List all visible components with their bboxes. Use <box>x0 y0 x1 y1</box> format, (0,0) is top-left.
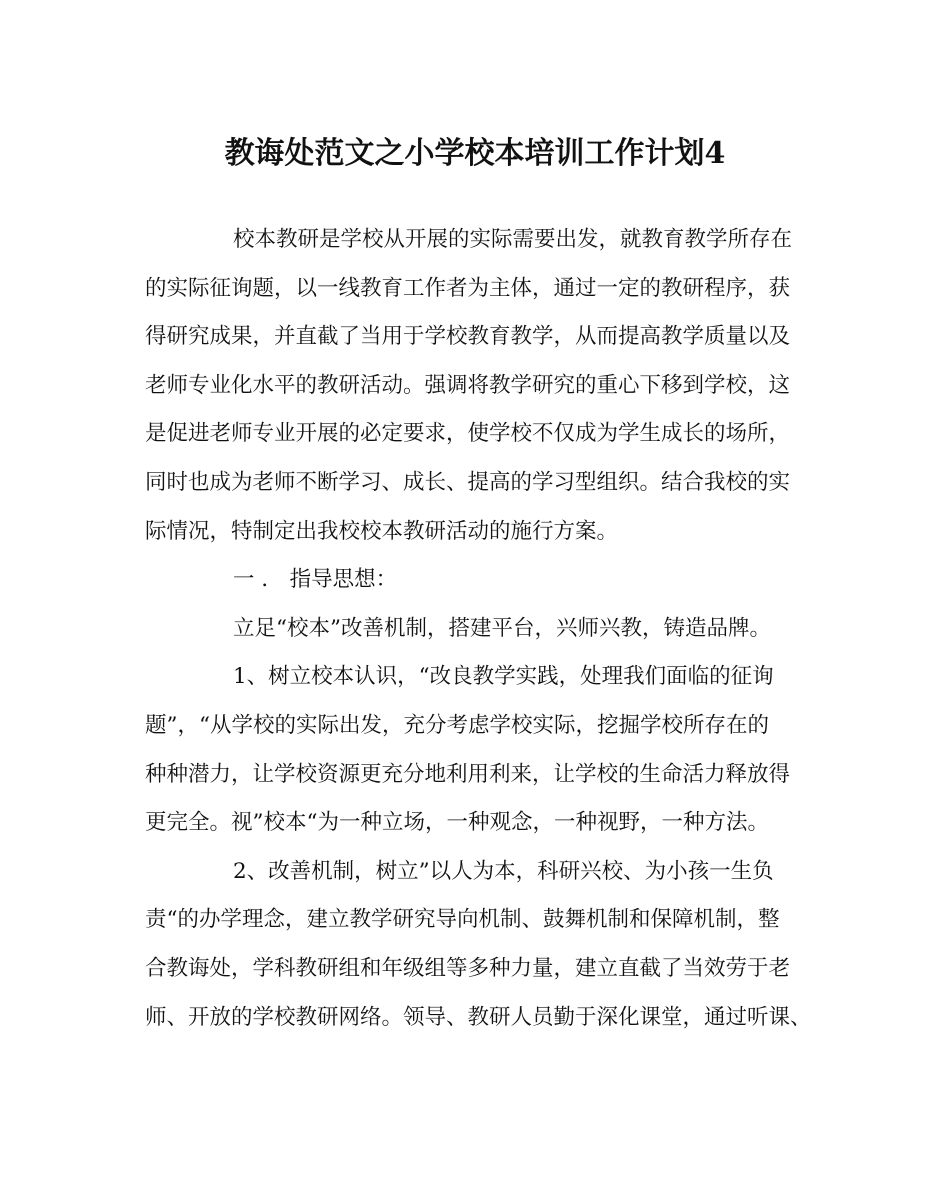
section-heading: 一 ． 指导思想： <box>233 567 398 593</box>
paragraph-line: 师、开放的学校教研网络。领导、教研人员勤于深化课堂，通过听课、 <box>145 1004 812 1030</box>
paragraph-line: 老师专业化水平的教研活动。强调将教学研究的重心下移到学校，这 <box>145 372 791 398</box>
paragraph-line: 校本教研是学校从开展的实际需要出发，就教育教学所存在 <box>233 227 793 252</box>
paragraph-line: 是促进老师专业开展的必定要求，使学校不仅成为学生成长的场所， <box>145 421 791 447</box>
paragraph-line: 题”，“从学校的实际出发，充分考虑学校实际，挖掘学校所存在的 <box>145 712 769 738</box>
document-title: 教诲处范文之小学校本培训工作计划4 <box>224 136 726 171</box>
paragraph-line: 的实际征询题，以一线教育工作者为主体，通过一定的教研程序，获 <box>145 275 791 301</box>
paragraph-line: 更完全。视”校本“为一种立场，一种观念，一种视野，一种方法。 <box>145 810 769 836</box>
paragraph-line: 同时也成为老师不断学习、成长、提高的学习型组织。结合我校的实 <box>145 469 791 495</box>
paragraph-line: 际情况，特制定出我校校本教研活动的施行方案。 <box>145 518 619 544</box>
paragraph-line: 2、改善机制，树立”以人为本，科研兴校、为小孩一生负 <box>233 858 774 884</box>
paragraph-line: 得研究成果，并直截了当用于学校教育教学，从而提高教学质量以及 <box>145 324 791 350</box>
paragraph-line: 合教诲处，学科教研组和年级组等多种力量，建立直截了当效劳于老 <box>145 955 791 981</box>
paragraph-line: 立足“校本”改善机制，搭建平台，兴师兴教，铸造品牌。 <box>233 615 771 641</box>
paragraph-line: 1、树立校本认识，“改良教学实践，处理我们面临的征询 <box>233 664 774 690</box>
paragraph-line: 责“的办学理念，建立教学研究导向机制、鼓舞机制和保障机制，整 <box>145 907 780 933</box>
document-body <box>145 216 825 1042</box>
paragraph-line: 种种潜力，让学校资源更充分地利用利来，让学校的生命活力释放得 <box>145 761 791 787</box>
